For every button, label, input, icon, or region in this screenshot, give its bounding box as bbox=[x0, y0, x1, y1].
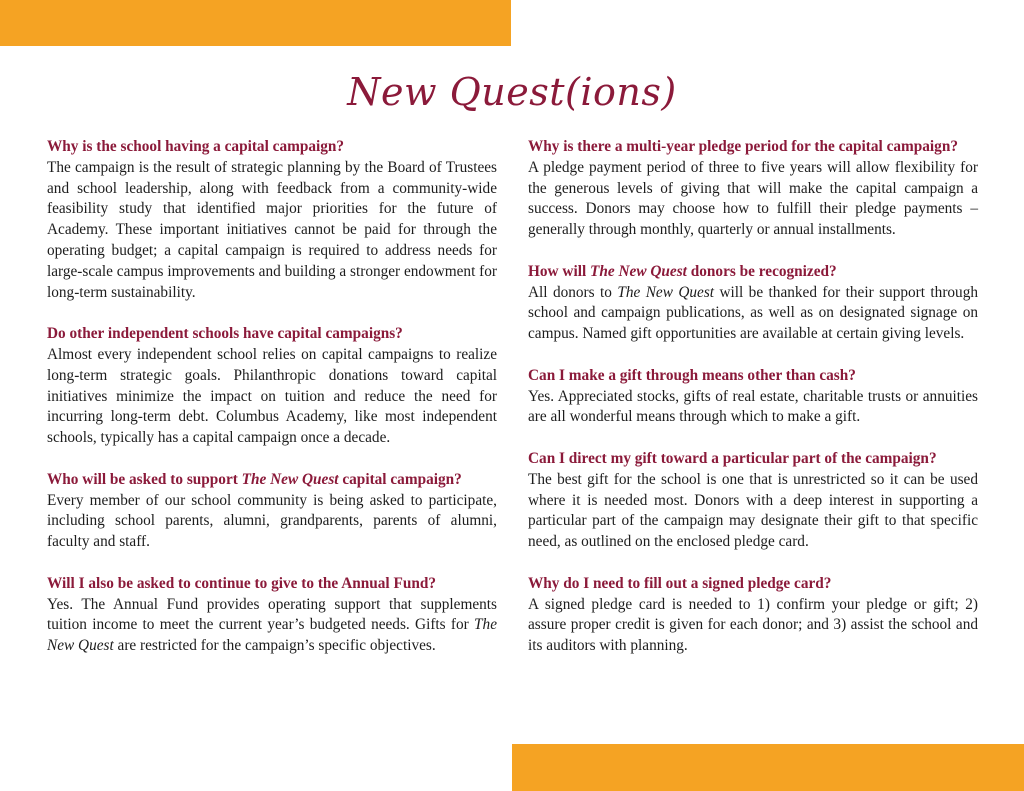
faq-answer bbox=[528, 283, 978, 345]
text-segment: Can I direct my gift toward a particular part of the campaign? bbox=[528, 449, 937, 467]
text-segment: Yes. Appreciated stocks, gifts of real estate, charitable trusts or annuities are all wonderful means through which to make a gift. bbox=[528, 387, 978, 426]
faq-question bbox=[528, 449, 978, 470]
text-segment: Yes. The Annual Fund provides operating support that supplements tuition income to meet the current year’s budgeted needs. Gifts for bbox=[47, 595, 497, 634]
faq-item bbox=[47, 470, 497, 553]
faq-question bbox=[47, 137, 497, 158]
faq-answer bbox=[47, 595, 497, 657]
text-segment: Why is there a multi-year pledge period for the capital campaign? bbox=[528, 138, 958, 155]
faq-answer bbox=[528, 470, 978, 553]
faq-answer bbox=[528, 595, 978, 657]
faq-question bbox=[528, 137, 978, 158]
top-accent-bar bbox=[0, 0, 511, 46]
text-segment: How will bbox=[528, 262, 591, 280]
text-segment: Almost every independent school relies on capital campaigns to realize long-term strategic goals. Philanthropic donations toward capital initiatives minimize the impact on tuition and reduce the need for incurring long-term debt. Columbus Academy, like most independent schools, typically has a capital campaign once a decade. bbox=[47, 345, 497, 447]
text-segment: capital campaign? bbox=[338, 470, 462, 488]
publication-title: The New Quest bbox=[241, 470, 339, 488]
faq-question bbox=[47, 574, 497, 595]
text-segment: All donors to bbox=[528, 283, 618, 301]
faq-answer bbox=[528, 387, 978, 429]
text-segment: donors be recognized? bbox=[686, 262, 837, 280]
faq-item bbox=[528, 366, 978, 428]
faq-answer bbox=[47, 158, 497, 304]
text-segment: The campaign is the result of strategic planning by the Board of Trustees and school leadership, along with feedback from a community-wide feasibility study that identified major priorities for the future of Academy. These important initiatives cannot be paid for through the operating budget; a capital campaign is required to address needs for large-scale campus improvements and building a stronger endowment for long-term sustainability. bbox=[47, 158, 497, 301]
faq-question bbox=[528, 574, 978, 595]
text-segment: Why do I need to fill out a signed pledge card? bbox=[528, 574, 832, 592]
text-segment: Every member of our school community is being asked to participate, including school parents, alumni, grandparents, parents of alumni, faculty and staff. bbox=[47, 491, 497, 551]
publication-title: The New Quest bbox=[47, 616, 497, 655]
faq-answer bbox=[47, 491, 497, 553]
faq-item bbox=[528, 262, 978, 345]
page-title: New Quest(ions) bbox=[347, 70, 677, 114]
faq-answer bbox=[528, 158, 978, 241]
faq-question bbox=[528, 262, 978, 283]
text-segment: are restricted for the campaign’s specific objectives. bbox=[113, 637, 436, 655]
text-segment: Can I make a gift through means other than cash? bbox=[528, 366, 856, 384]
faq-item bbox=[47, 574, 497, 657]
left-column bbox=[47, 137, 497, 678]
faq-item bbox=[528, 449, 978, 553]
text-segment: Will I also be asked to continue to give to the Annual Fund? bbox=[47, 574, 437, 592]
faq-item bbox=[528, 574, 978, 657]
bottom-accent-bar bbox=[512, 744, 1024, 791]
text-segment: Why is the school having a capital campaign? bbox=[47, 138, 345, 155]
faq-item bbox=[47, 137, 497, 303]
faq-question bbox=[47, 324, 497, 345]
publication-title: The New Quest bbox=[590, 262, 687, 280]
faq-item bbox=[47, 324, 497, 449]
text-segment: will be thanked for their support through school and campaign publications, as well as on designated signage on campus. Named gift opportunities are available at certain giving levels. bbox=[528, 283, 979, 343]
faq-item bbox=[528, 137, 978, 241]
text-segment: The best gift for the school is one that is unrestricted so it can be used where it is needed most. Donors with a deep interest in supporting a particular part of the campaign may designate their gift to that specific need, as outlined on the enclosed pledge card. bbox=[528, 470, 978, 551]
faq-question bbox=[528, 366, 978, 387]
right-column bbox=[528, 137, 978, 678]
text-segment: Who will be asked to support bbox=[47, 470, 242, 488]
text-segment: A pledge payment period of three to five years will allow flexibility for the generous levels of giving that will make the capital campaign a success. Donors may choose how to fulfill their pledge payments – generally through monthly, quarterly or annual installments. bbox=[528, 158, 978, 239]
faq-answer bbox=[47, 345, 497, 449]
publication-title: The New Quest bbox=[617, 283, 715, 301]
text-segment: Do other independent schools have capital campaigns? bbox=[47, 325, 403, 343]
text-segment: A signed pledge card is needed to 1) confirm your pledge or gift; 2) assure proper credit is given for each donor; and 3) assist the school and its auditors with planning. bbox=[528, 595, 978, 655]
faq-question bbox=[47, 470, 497, 491]
